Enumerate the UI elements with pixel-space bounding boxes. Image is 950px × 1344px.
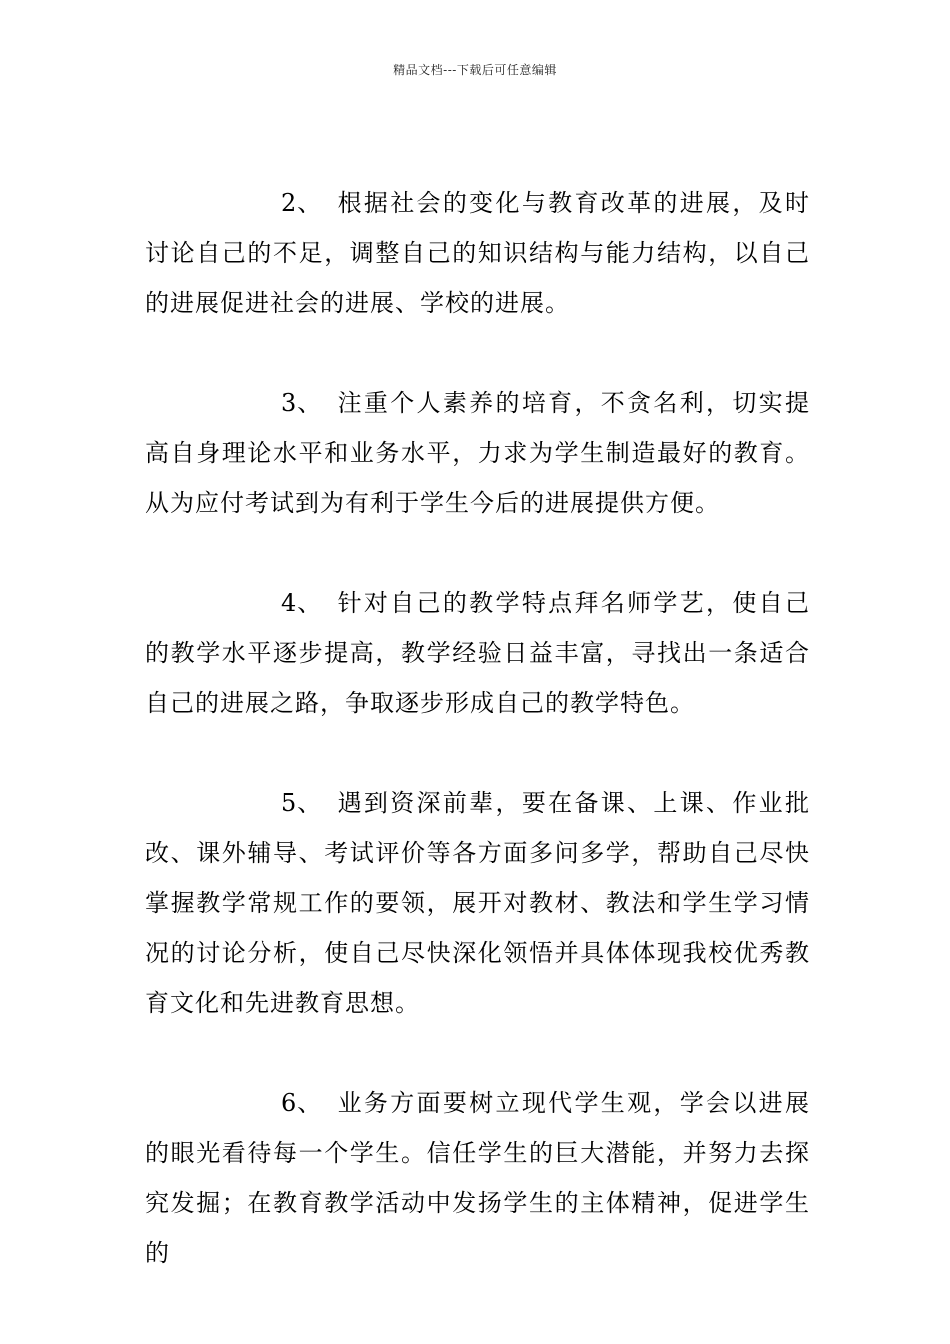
page-header: 精品文档---下载后可任意编辑 [393,63,557,77]
paragraph-text: 遇到资深前辈，要在备课、上课、作业批改、课外辅导、考试评价等各方面多问多学，帮助自己尽快掌握教学常规工作的要领，展开对教材、教法和学生学习情况的讨论分析，使自己尽快深化领悟并具体体现我校优秀教育文化和先进教育思想。 [145,789,810,1017]
paragraph-number: 4、 [281,589,323,617]
paragraph-text: 注重个人素养的培育，不贪名利，切实提高自身理论水平和业务水平，力求为学生制造最好的教育。从为应付考试到为有利于学生今后的进展提供方便。 [145,389,810,517]
paragraph-text: 针对自己的教学特点拜名师学艺，使自己的教学水平逐步提高，教学经验日益丰富，寻找出一条适合自己的进展之路，争取逐步形成自己的教学特色。 [145,589,810,717]
paragraph-item-5 [145,778,810,1028]
paragraph-item-6 [145,1078,810,1278]
paragraph-item-3 [145,378,810,528]
paragraph-number: 3、 [281,389,323,417]
paragraph-number: 5、 [281,789,323,817]
paragraph-number: 6、 [281,1089,323,1117]
paragraph-text: 业务方面要树立现代学生观，学会以进展的眼光看待每一个学生。信任学生的巨大潜能，并努力去探究发掘；在教育教学活动中发扬学生的主体精神，促进学生的 [145,1089,810,1267]
document-body [145,178,810,1328]
paragraph-text: 根据社会的变化与教育改革的进展，及时讨论自己的不足，调整自己的知识结构与能力结构，以自己的进展促进社会的进展、学校的进展。 [145,189,810,317]
paragraph-item-4 [145,578,810,728]
paragraph-item-2 [145,178,810,328]
paragraph-number: 2、 [281,189,323,217]
